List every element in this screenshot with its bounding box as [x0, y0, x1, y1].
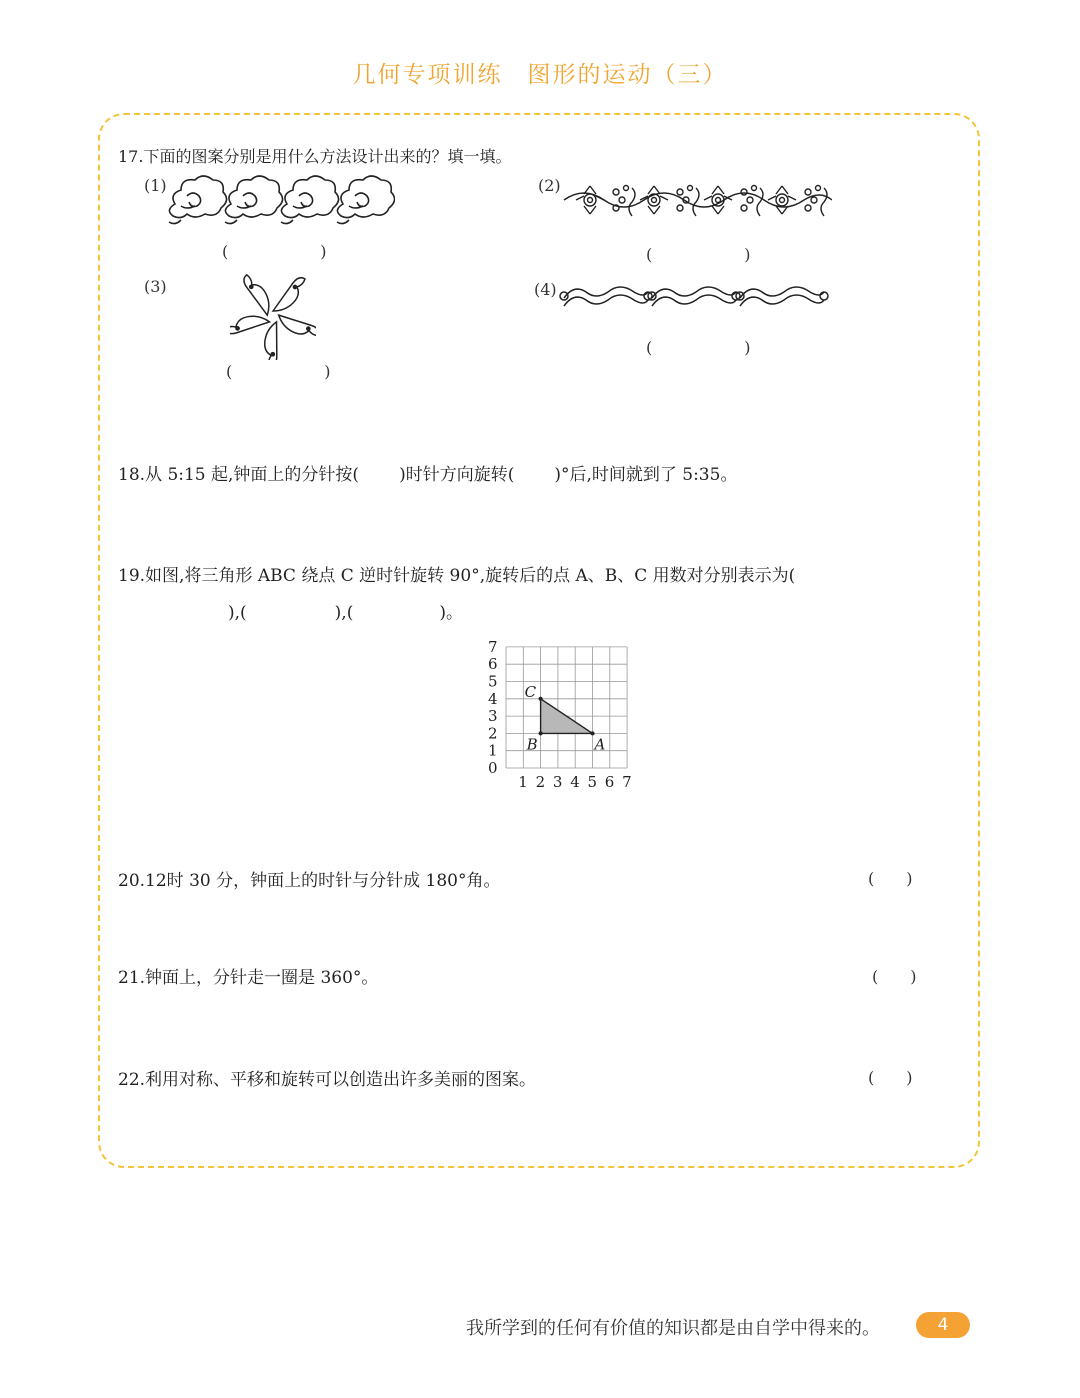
- page-number-badge: 4: [916, 1312, 970, 1338]
- y-tick-label: 0: [488, 759, 498, 777]
- x-tick-label: 3: [552, 773, 563, 791]
- q19-sep-1: ),(: [228, 603, 247, 623]
- question-20: 20.12时 30 分，钟面上的时针与分针成 180°角。: [118, 871, 501, 891]
- y-tick-label: 4: [488, 689, 498, 708]
- q19-sep-2: ),(: [334, 603, 354, 623]
- q17-answer-1[interactable]: [222, 242, 327, 261]
- y-tick-label: 7: [488, 637, 498, 656]
- paren-open: (: [226, 362, 233, 381]
- x-tick-label: 1: [518, 773, 528, 791]
- point-b: [539, 731, 543, 735]
- grid-lines: [506, 647, 627, 768]
- footer-motto: 我所学到的任何有价值的知识都是由自学中得来的。: [466, 1318, 880, 1339]
- paren-close: ): [744, 338, 751, 357]
- q18-text-1: 18.从 5:15 起,钟面上的分针按(: [118, 465, 360, 485]
- paren-close: ): [320, 242, 327, 261]
- q17-label-2: (2): [538, 176, 561, 195]
- paren-close: ): [324, 362, 331, 381]
- q21-answer[interactable]: ( ): [872, 967, 917, 986]
- page-title: 几何专项训练 图形的运动（三）: [352, 62, 728, 88]
- y-tick-label: 5: [488, 672, 498, 691]
- paren-open: (: [646, 245, 653, 264]
- question-19-line-2: [118, 598, 463, 623]
- question-17: 17.下面的图案分别是用什么方法设计出来的？填一填。: [118, 147, 512, 166]
- label-point-c: C: [524, 682, 537, 701]
- pattern-1-clouds: [165, 172, 395, 228]
- q17-answer-3[interactable]: [226, 362, 331, 381]
- paren-open: (: [222, 242, 229, 261]
- pattern-3-rotation: [230, 274, 316, 360]
- x-tick-label: 7: [622, 773, 632, 791]
- y-tick-label: 1: [488, 741, 498, 760]
- y-tick-label: 6: [488, 655, 498, 674]
- q18-text-3: )°后,时间就到了 5:35。: [554, 465, 738, 485]
- q17-label-3: (3): [144, 277, 167, 296]
- point-c: [539, 697, 543, 701]
- y-tick-label: 3: [488, 707, 498, 726]
- q17-answer-2[interactable]: [646, 245, 751, 264]
- pattern-4-wave-border: [558, 278, 830, 318]
- q20-answer[interactable]: ( ): [868, 869, 913, 888]
- pattern-2-floral-border: [560, 176, 832, 226]
- x-tick-label: 6: [604, 773, 615, 791]
- question-21: 21.钟面上，分针走一圈是 360°。: [118, 968, 379, 988]
- paren-open: (: [646, 338, 653, 357]
- question-19: 19.如图,将三角形 ABC 绕点 C 逆时针旋转 90°,旋转后的点 A、B、C 用数对分别表示为(: [118, 566, 796, 586]
- question-18: [118, 460, 737, 485]
- q17-label-4: (4): [534, 280, 557, 299]
- q19-sep-3: )。: [439, 603, 463, 623]
- paren-close: ): [744, 245, 751, 264]
- q18-text-2: )时针方向旋转(: [399, 465, 515, 485]
- label-point-a: A: [594, 735, 606, 754]
- label-point-b: B: [526, 735, 538, 754]
- y-tick-label: 2: [488, 724, 498, 743]
- q17-answer-4[interactable]: [646, 338, 751, 357]
- x-tick-label: 2: [535, 773, 546, 791]
- q22-answer[interactable]: ( ): [868, 1068, 913, 1087]
- question-22: 22.利用对称、平移和旋转可以创造出许多美丽的图案。: [118, 1070, 537, 1090]
- q17-label-1: (1): [144, 176, 167, 195]
- x-tick-label: 4: [570, 773, 580, 791]
- coordinate-grid: [470, 630, 650, 800]
- x-tick-label: 5: [587, 773, 598, 791]
